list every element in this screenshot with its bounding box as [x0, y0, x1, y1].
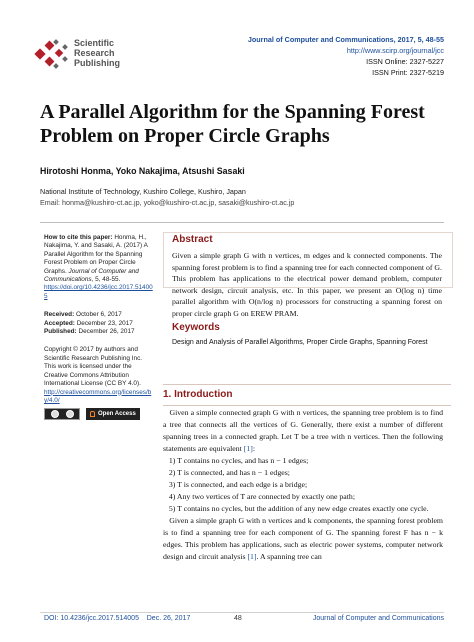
- license-text: This work is licensed under the Creative Commons Attribution International License (CC BY 4.0).: [44, 363, 141, 388]
- received-value: October 6, 2017: [75, 311, 122, 319]
- keywords-text: Design and Analysis of Parallel Algorithms, Proper Circle Graphs, Spanning Forest: [172, 339, 428, 346]
- badges-row: [44, 408, 156, 420]
- footer-date: Dec. 26, 2017: [146, 615, 191, 622]
- accepted-value: December 23, 2017: [76, 319, 133, 327]
- open-lock-icon: [90, 411, 95, 417]
- published-value: December 26, 2017: [78, 328, 135, 336]
- published-label: Published:: [44, 328, 77, 336]
- journal-url-link[interactable]: http://www.scirp.org/journal/jcc: [346, 46, 444, 55]
- footer-divider: [40, 612, 444, 613]
- paper-title: A Parallel Algorithm for the Spanning Forest Problem on Proper Circle Graphs: [40, 101, 425, 147]
- cite-doi-link[interactable]: https://doi.org/10.4236/jcc.2017.514005: [44, 284, 153, 300]
- footer-doi-link[interactable]: DOI: 10.4236/jcc.2017.514005: [44, 615, 139, 622]
- copyright-text: Copyright © 2017 by authors and Scientific Research Publishing Inc.: [44, 346, 143, 362]
- journal-meta: [248, 34, 444, 78]
- abstract-text: Given a simple graph G with n vertices, m edges and k connected components. The spanning forest problem is to find a spanning tree for each connected component of G. This problem has applications to the electrical power demand problem, computer network design, circuit analysis, etc. In this paper, we present an O(log n) time parallel algorithm with O(n/log n) processors for constructing a spanning forest on proper circle graph G on EREW PRAM.: [172, 251, 442, 318]
- citation-block: [44, 234, 156, 301]
- email-addresses[interactable]: honma@kushiro-ct.ac.jp, yoko@kushiro-ct.ac.jp, sasaki@kushiro-ct.ac.jp: [61, 198, 295, 207]
- by-icon: [66, 410, 74, 418]
- affiliation-block: [40, 186, 294, 208]
- license-url-link[interactable]: http://creativecommons.org/licenses/by/4.0/: [44, 388, 152, 404]
- header-divider: [40, 222, 444, 223]
- citation-link[interactable]: [1]: [247, 552, 257, 561]
- dates-block: [44, 311, 156, 336]
- open-access-badge[interactable]: [86, 408, 140, 420]
- intro-list-item-text: 3) T is connected, and each edge is a bridge;: [168, 480, 308, 489]
- intro-paragraph: Given a simple connected graph G with n vertices, the spanning tree problem is to find a tree that connects all the vertices of G. Generally, there exist a number of different spanning trees in a connected graph. Let T be a tree with n vertices. Then the following statements are equivalent [1]:: [163, 408, 443, 453]
- intro-list-item-text: 5) T contains no cycles, but the addition of any new edge creates exactly one cycle.: [168, 504, 429, 513]
- intro-list-item-text: 4) Any two vertices of T are connected by exactly one path;: [168, 492, 355, 501]
- intro-paragraph-2-tail: . A spanning tree can: [256, 552, 322, 561]
- introduction-heading: 1. Introduction: [163, 389, 233, 400]
- intro-list-item: [163, 467, 443, 479]
- issn-print: ISSN Print: 2327-5219: [372, 68, 444, 77]
- open-access-label: Open Access: [98, 411, 136, 418]
- intro-list-item: [163, 491, 443, 503]
- footer-doi: [44, 615, 190, 622]
- cite-label: How to cite this paper:: [44, 234, 113, 241]
- article-info-sidebar: [44, 234, 156, 420]
- footer-journal-name: Journal of Computer and Communications: [312, 615, 444, 622]
- intro-list-item: [163, 479, 443, 491]
- abstract-heading: Abstract: [172, 234, 217, 245]
- issn-online: ISSN Online: 2327-5227: [366, 57, 444, 66]
- publisher-logo: [34, 34, 146, 72]
- intro-list-item: [163, 455, 443, 467]
- publisher-logo-icon: [34, 38, 70, 70]
- intro-paragraph-2-text: Given a simple graph G with n vertices and k components, the spanning forest problem is to find a spanning tree for each component of G. The spanning forest F has n − k edges. This problem has applications, such as electric power systems, computer network design and circuit analysis: [163, 516, 443, 561]
- email-line: [40, 197, 294, 208]
- page-number: 48: [234, 615, 242, 622]
- intro-list-item-text: 1) T contains no cycles, and has n − 1 edges;: [168, 456, 309, 465]
- cc-icon: [51, 410, 59, 418]
- publisher-line: Scientific: [74, 38, 115, 48]
- keywords-heading: Keywords: [172, 322, 220, 333]
- citation-link[interactable]: [1]: [243, 444, 253, 453]
- author-list: Hirotoshi Honma, Yoko Nakajima, Atsushi Sasaki: [40, 166, 245, 176]
- journal-citation-line: Journal of Computer and Communications, 2017, 5, 48-55: [247, 35, 444, 44]
- received-date: [44, 311, 156, 319]
- email-label: Email:: [40, 198, 60, 207]
- affiliation: National Institute of Technology, Kushiro College, Kushiro, Japan: [40, 187, 246, 196]
- published-date: [44, 328, 156, 336]
- intro-list-item: [163, 503, 443, 515]
- intro-paragraph: [163, 515, 443, 563]
- introduction-text: [163, 407, 443, 563]
- publisher-line: Research: [74, 48, 115, 58]
- publisher-name: [74, 38, 120, 68]
- cite-volume: 5, 48-55.: [95, 276, 121, 284]
- intro-paragraph-1-text: Given a simple connected graph G with n vertices, the spanning tree problem is to find a tree that connects all the vertices of G. Generally, there exist a number of different spanning trees in a connected graph. Let T be a tree with n vertices. Then the following statements are equivalent: [163, 408, 443, 453]
- cc-by-badge-icon[interactable]: [44, 408, 80, 420]
- publisher-line: Publishing: [74, 58, 120, 68]
- cite-journal: Journal of Computer and Communications,: [44, 267, 139, 284]
- received-label: Received:: [44, 311, 75, 319]
- intro-list-item-text: 2) T is connected, and has n − 1 edges;: [168, 468, 290, 477]
- cite-text: Honma, H., Nakajima, Y. and Sasaki, A. (2017) A Parallel Algorithm for the Spanning Forest Problem on Proper Circle Graphs.: [44, 234, 148, 275]
- accepted-label: Accepted:: [44, 319, 75, 327]
- copyright-block: [44, 346, 156, 405]
- accepted-date: [44, 320, 156, 328]
